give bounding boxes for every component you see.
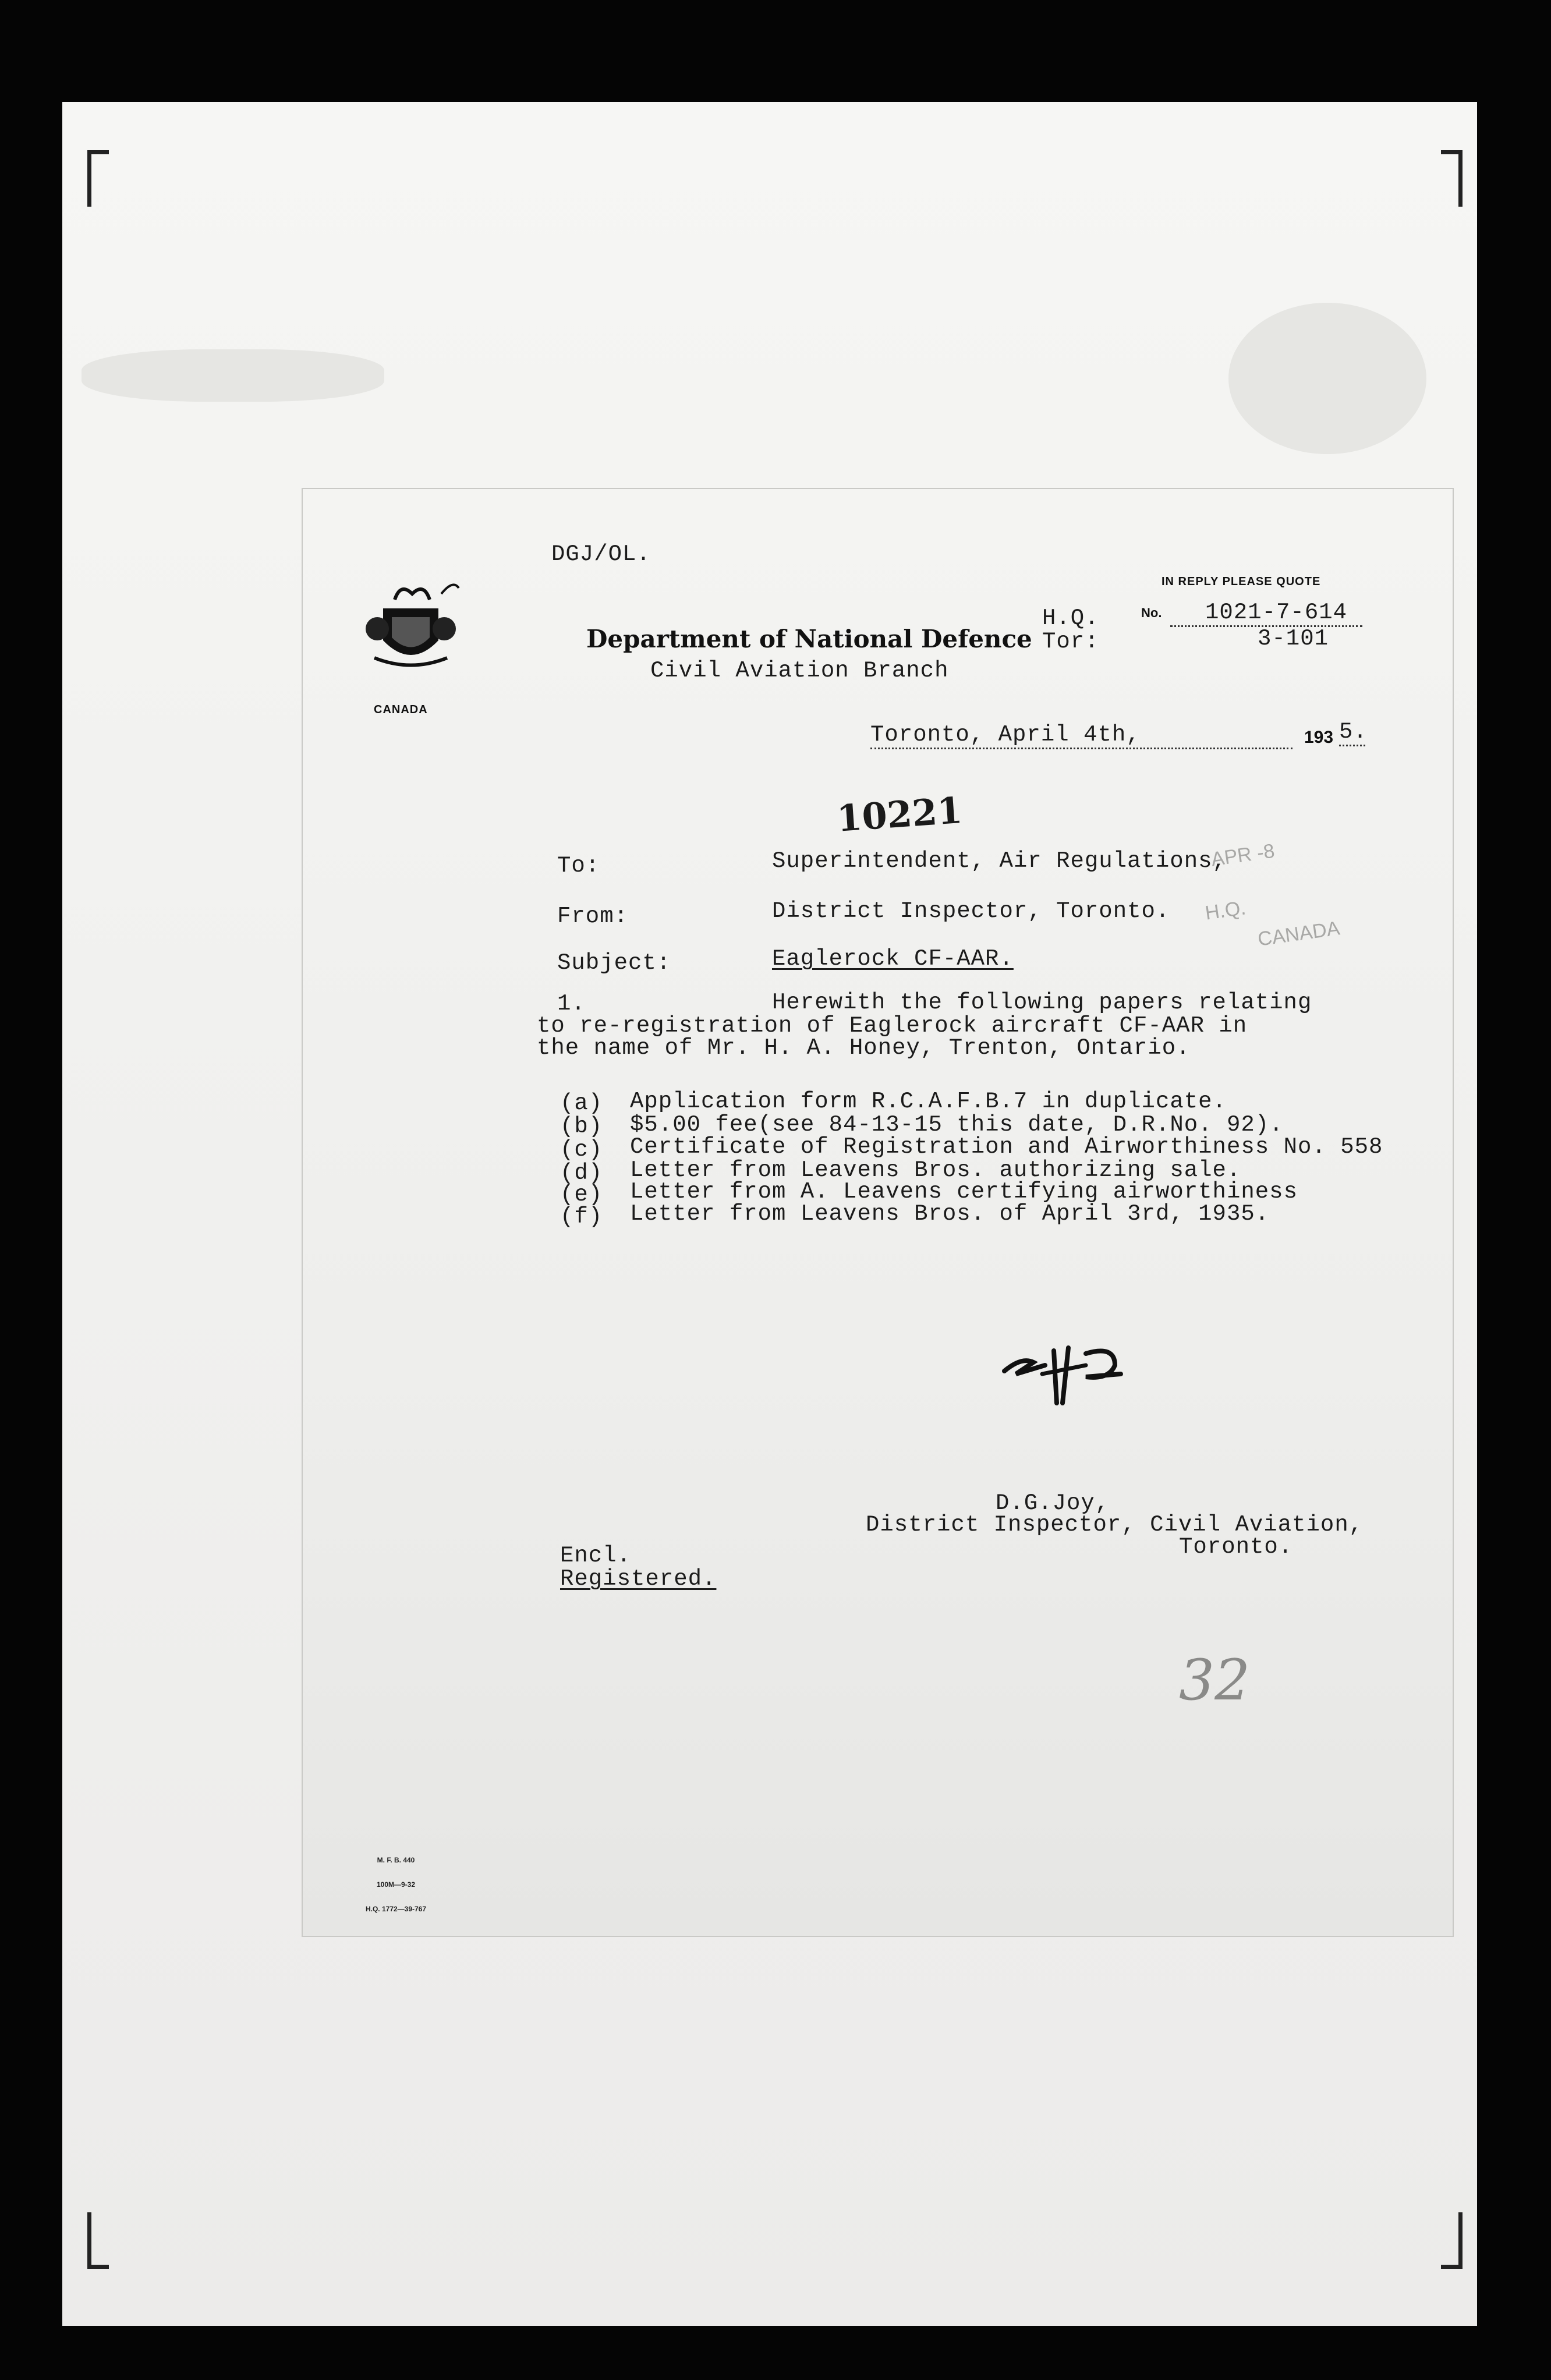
to-label: To: <box>557 853 600 879</box>
year-suffix <box>1339 719 1368 746</box>
frame-corner-mark <box>87 150 109 207</box>
enclosure-item: Letter from Leavens Bros. authorizing sale. <box>630 1157 1241 1183</box>
enclosure-item: Certificate of Registration and Airworthiness No. 558 <box>630 1134 1383 1160</box>
subject-label: Subject: <box>557 950 671 976</box>
file-number-stamp: 10221 <box>835 788 964 840</box>
hq-label: H.Q. <box>1042 605 1099 631</box>
enclosure-key: (d) <box>560 1160 603 1186</box>
enclosure-key: (f) <box>560 1204 603 1230</box>
frame-corner-mark <box>1441 150 1463 207</box>
letter-page <box>303 489 1453 1936</box>
reply-quote-label: IN REPLY PLEASE QUOTE <box>1162 575 1321 588</box>
frame-corner-mark <box>1441 2212 1463 2269</box>
enclosure-key: (e) <box>560 1182 603 1207</box>
handwritten-initials <box>998 1339 1138 1415</box>
enclosure-item: Letter from A. Leavens certifying airworthiness <box>630 1179 1298 1205</box>
hq-number-text: 1021-7-614 <box>1205 600 1348 625</box>
paragraph-number: 1. <box>557 991 586 1017</box>
enclosure-item: $5.00 fee(see 84-13-15 this date, D.R.No. 92). <box>630 1112 1284 1138</box>
registered-note: Registered. <box>560 1566 717 1592</box>
paper-stain <box>1228 303 1426 454</box>
department-name: Department of National Defence <box>586 625 1032 653</box>
enclosure-key: (a) <box>560 1090 603 1116</box>
country-label: CANADA <box>374 703 428 716</box>
place-date-text: Toronto, April 4th, <box>870 722 1141 748</box>
signatory-name: D.G.Joy, <box>996 1490 1110 1516</box>
paper-stain <box>82 349 384 402</box>
tor-label: Tor: <box>1042 629 1099 654</box>
body-line-2: to re-registration of Eaglerock aircraft CF-AAR in <box>537 1013 1248 1039</box>
enclosure-key: (b) <box>560 1114 603 1139</box>
branch-name: Civil Aviation Branch <box>650 658 949 683</box>
form-code <box>358 1840 434 1929</box>
year-suffix-text: 5. <box>1339 719 1368 745</box>
signatory-title: District Inspector, Civil Aviation, <box>866 1512 1364 1538</box>
place-date <box>870 722 1292 749</box>
canada-coat-of-arms-icon <box>360 576 462 678</box>
form-code-line: H.Q. 1772—39-767 <box>365 1905 427 1913</box>
received-stamp-country: CANADA <box>1256 917 1341 951</box>
form-code-line: M. F. B. 440 <box>377 1856 415 1864</box>
signatory-place: Toronto. <box>1179 1534 1293 1560</box>
frame-corner-mark <box>87 2212 109 2269</box>
received-stamp-place: H.Q. <box>1203 897 1248 925</box>
enclosure-note: Encl. <box>560 1543 632 1568</box>
enclosure-item: Application form R.C.A.F.B.7 in duplicate. <box>630 1089 1227 1114</box>
number-label: No. <box>1141 605 1162 620</box>
received-stamp-date: APR -8 <box>1209 840 1276 871</box>
body-line-1: Herewith the following papers relating <box>772 990 1312 1015</box>
hq-number <box>1170 600 1362 627</box>
year-prefix: 193 <box>1304 728 1334 747</box>
enclosure-key: (c) <box>560 1137 603 1163</box>
file-reference: DGJ/OL. <box>551 541 651 567</box>
enclosure-item: Letter from Leavens Bros. of April 3rd, 1935. <box>630 1201 1270 1227</box>
from-label: From: <box>557 904 629 929</box>
form-code-line: 100M—9-32 <box>376 1880 416 1889</box>
body-line-3: the name of Mr. H. A. Honey, Trenton, Ontario. <box>537 1035 1191 1061</box>
pencil-annotation: 32 <box>1179 1648 1251 1713</box>
from-value: District Inspector, Toronto. <box>772 898 1170 924</box>
to-value: Superintendent, Air Regulations, <box>772 848 1227 874</box>
tor-number: 3-101 <box>1258 626 1329 651</box>
subject-value: Eaglerock CF-AAR. <box>772 946 1014 972</box>
